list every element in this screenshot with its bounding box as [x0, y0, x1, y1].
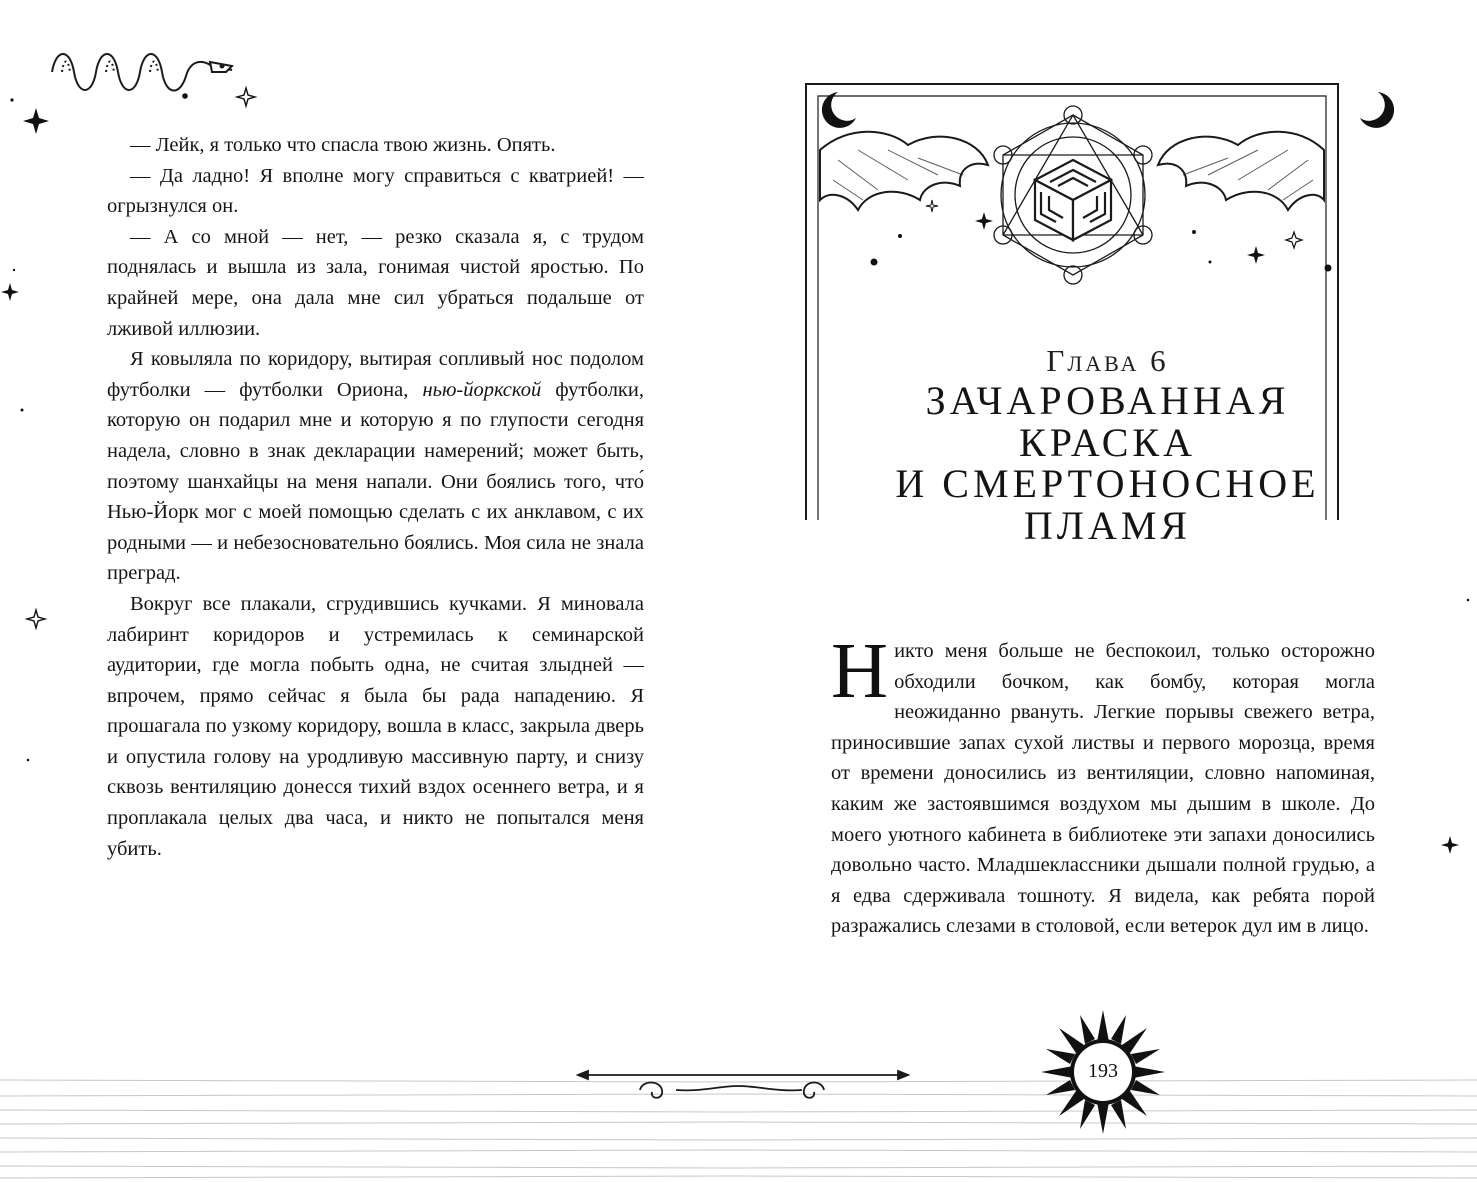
paragraph-text: футболки, которую он подарил мне и которую я по глупости сегодня надела, словно в знак декларации намерений; может быть, поэтому шанхайцы на меня напали. Они боялись того, что́ Нью-Йорк мог с моей помощью сделать с их анклавом, с их родными — и небезосновательно боялись. Моя сила не знала преград. — [107, 378, 644, 585]
paper-wash-texture — [0, 1080, 738, 1178]
paragraph: — А со мной — нет, — резко сказала я, с трудом поднялась и вышла из зала, гонимая чистой яростью. По крайней мере, она дала мне сил убраться подальше от лживой иллюзии. — [107, 225, 644, 340]
italic-emphasis: нью-йоркской — [422, 378, 542, 401]
crescent-moon-icon — [822, 92, 1394, 128]
maze-cube-icon — [994, 106, 1152, 284]
chapter-title-line: ПЛАМЯ — [1023, 502, 1192, 548]
chapter-title-line: И СМЕРТОНОСНОЕ — [895, 461, 1320, 506]
chapter-title-line: КРАСКА — [1019, 419, 1196, 465]
paragraph: Вокруг все плакали, сгрудившись кучками. Я миновала лабиринт коридоров и устремилась к семинарской аудитории, где могла побыть одна, не считая злыдней — впрочем, прямо сейчас я была бы рада нападению. Я прошагала по узкому коридору, вошла в класс, закрыла дверь и опустила голову на уродливую массивную парту, и снизу сквозь вентиляцию донесся тихий вздох осеннего ветра, и я проплакала целых два часа, и никто не попытался меня убить. — [107, 592, 644, 860]
right-body-text — [831, 628, 1375, 942]
paragraph — [831, 628, 1375, 942]
right-page — [738, 0, 1477, 1182]
page-number: 193 — [1088, 1060, 1118, 1082]
cloud-drape-right — [1158, 132, 1324, 210]
paragraph-text: икто меня больше не беспокоил, только осторожно обходили бочком, как бомбу, которая могла неожиданно рвануть. Легкие порывы свежего ветра, приносившие запах сухой листвы и первого морозца, время от времени доносились из вентиляции, словно напоминая, каким же застоявшимся воздухом мы дышим в школе. До моего уютного кабинета в библиотеке эти запахи доносились довольно часто. Младшеклассники дышали полной грудью, а я едва сдерживала тошноту. Я видела, как ребята порой разражались слезами в столовой, если ветерок дул им в лицо. — [831, 640, 1375, 938]
right-page-decorations — [738, 0, 1477, 1182]
chapter-title-line: ЗАЧАРОВАННАЯ — [925, 378, 1290, 423]
snake-icon — [52, 54, 232, 91]
drop-cap: Н — [831, 628, 889, 715]
left-body-text — [107, 130, 644, 864]
left-page — [0, 0, 738, 1182]
paragraph — [107, 344, 644, 589]
chapter-title — [738, 380, 1477, 546]
paragraph-text: Я ковыляла по коридору, вытирая сопливый нос подолом футболки — футболки Ориона, — [107, 348, 644, 401]
paragraph: — Да ладно! Я вполне могу справиться с кватрией! — огрызнулся он. — [107, 164, 644, 218]
cloud-drape-left — [820, 132, 988, 210]
paragraph: — Лейк, я только что спасла твою жизнь. Опять. — [130, 134, 556, 156]
chapter-label: Глава 6 — [1046, 343, 1169, 378]
